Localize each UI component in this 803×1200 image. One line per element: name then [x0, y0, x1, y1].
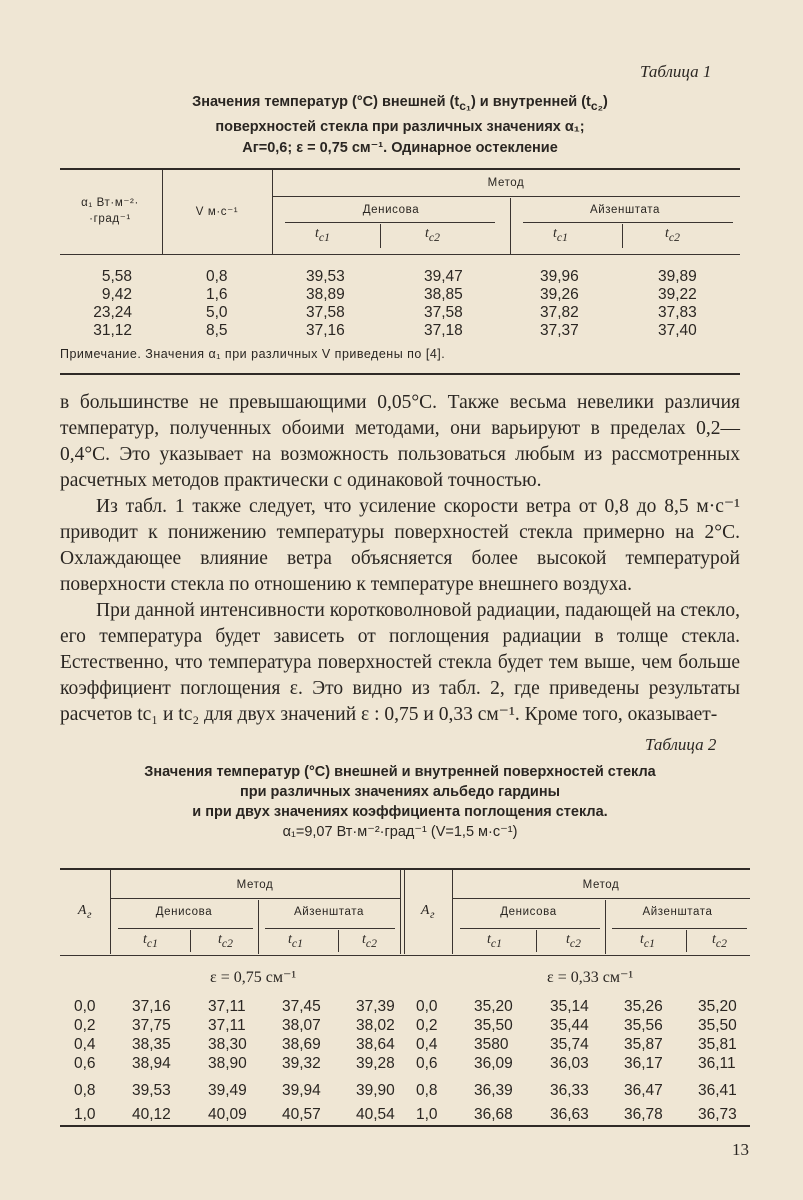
table2-tc2-denisov-left: $t_{c2}$ — [218, 932, 233, 950]
table2-label: Таблица 2 — [645, 735, 717, 754]
table2-col-ag-header-right: $A_г$ — [420, 903, 436, 921]
table-row: 31,12 8,5 37,16 37,18 37,37 37,40 — [93, 322, 697, 339]
table1-caption-line1: Значения температур (°С) внешней $(t_{c_1})$ и внутренней $(t_{c_2})$ — [192, 94, 608, 113]
table2-body — [60, 998, 750, 1128]
body-text — [60, 390, 740, 728]
page-number: 13 — [732, 1140, 749, 1159]
table2-eps-left: ε = 0,75 см⁻¹ — [210, 969, 297, 986]
table2-tc2-denisov-right: $t_{c2}$ — [566, 932, 581, 950]
table1-tc1-eisen: $t_{c1}$ — [553, 226, 568, 244]
table2-tc2-eisen-right: $t_{c2}$ — [712, 932, 727, 950]
table1-denisov-header: Денисова — [362, 204, 420, 216]
table1-caption-line2: поверхностей стекла при различных значениях α₁; — [215, 118, 585, 135]
table1-col-v-header: V м·с⁻¹ — [195, 206, 239, 218]
table2-tc1-denisov-right: $t_{c1}$ — [487, 932, 502, 950]
table2-tc1-denisov-left: $t_{c1}$ — [143, 932, 158, 950]
table2-caption-line4: α₁=9,07 Вт·м⁻²·град⁻¹ (V=1,5 м·с⁻¹) — [282, 824, 518, 840]
table1-method-header: Метод — [487, 177, 525, 189]
table-row: 0,0 37,16 37,11 37,45 37,39 0,0 35,20 35,14 35,26 35,20 — [74, 998, 737, 1015]
table2-tc1-eisen-right: $t_{c1}$ — [640, 932, 655, 950]
table2-caption-line1: Значения температур (°С) внешней и внутренней поверхностей стекла — [144, 764, 656, 780]
table2-eps-right: ε = 0,33 см⁻¹ — [547, 969, 634, 986]
paragraph-1: в большинстве не превышающими 0,05°С. Также весьма невелики различия температур, полученных обоими методами, они варьируют в пределах 0,2—0,4°С. Это указывает на возможность пользоваться любым из рассмотренных расчетных методов практически с одинаковой точностью. — [60, 392, 740, 491]
table2-caption-line2: при различных значениях альбедо гардины — [240, 784, 560, 800]
table2-denisov-header-right: Денисова — [500, 906, 557, 918]
table2-tc2-eisen-left: $t_{c2}$ — [362, 932, 377, 950]
table2-tc1-eisen-left: $t_{c1}$ — [288, 932, 303, 950]
table2-eisen-header-right: Айзенштата — [642, 906, 713, 918]
table-row: 0,4 38,35 38,30 38,69 38,64 0,4 3580 35,74 35,87 35,81 — [74, 1036, 737, 1053]
table-row: 0,2 37,75 37,11 38,07 38,02 0,2 35,50 35,44 35,56 35,50 — [74, 1017, 737, 1034]
table1-tc1-denisov: $t_{c1}$ — [315, 226, 330, 244]
table1-body — [60, 268, 740, 340]
table1-note: Примечание. Значения α₁ при различных V приведены по [4]. — [60, 347, 446, 361]
table2-denisov-header-left: Денисова — [155, 906, 213, 918]
paragraph-3: При данной интенсивности коротковолновой радиации, падающей на стекло, его температура будет зависеть от поглощения радиации в толще стекла. Естественно, что температура поверхностей стекла будет тем выше, чем больше коэффициент поглощения ε. Это видно из табл. 2, где приведены результаты расчетов tc₁ и tc₂ для двух значений ε : 0,75 и 0,33 см⁻¹. Кроме того, оказывает- — [60, 600, 740, 725]
table2-caption — [60, 762, 740, 842]
table1-caption — [80, 92, 720, 159]
paragraph-2: Из табл. 1 также следует, что усиление скорости ветра от 0,8 до 8,5 м·с⁻¹ приводит к понижению температуры поверхностей стекла примерно на 2°С. Охлаждающее влияние ветра объясняется более высокой температурой поверхности стекла по отношению к температуре внешнего воздуха. — [60, 496, 740, 595]
table2-method-header-right: Метод — [582, 879, 620, 891]
table-row: 23,24 5,0 37,58 37,58 37,82 37,83 — [93, 304, 697, 321]
table-row: 0,8 39,53 39,49 39,94 39,90 0,8 36,39 36,33 36,47 36,41 — [74, 1082, 737, 1099]
table1-tc2-denisov: $t_{c2}$ — [425, 226, 440, 244]
table-row: 0,6 38,94 38,90 39,32 39,28 0,6 36,09 36,03 36,17 36,11 — [74, 1055, 736, 1072]
table1-tc2-eisen: $t_{c2}$ — [665, 226, 680, 244]
table1-eisen-header: Айзенштата — [589, 204, 661, 216]
table2-eisen-header-left: Айзенштата — [293, 906, 365, 918]
table-row: 1,0 40,12 40,09 40,57 40,54 1,0 36,68 36,63 36,78 36,73 — [74, 1106, 737, 1123]
table-row: 5,58 0,8 39,53 39,47 39,96 39,89 — [101, 268, 697, 285]
table1-label: Таблица 1 — [640, 62, 712, 81]
table1-col-alpha-header: α₁ Вт·м⁻²· ·град⁻¹ — [81, 197, 139, 225]
table2-caption-line3: и при двух значениях коэффициента поглощения стекла. — [192, 804, 608, 820]
table2-method-header-left: Метод — [236, 879, 274, 891]
table2-col-ag-header-left: $A_г$ — [77, 903, 93, 921]
table1-caption-line3: Aг=0,6; ε = 0,75 см⁻¹. Одинарное остекление — [242, 139, 558, 156]
table-row: 9,42 1,6 38,89 38,85 39,26 39,22 — [101, 286, 697, 303]
